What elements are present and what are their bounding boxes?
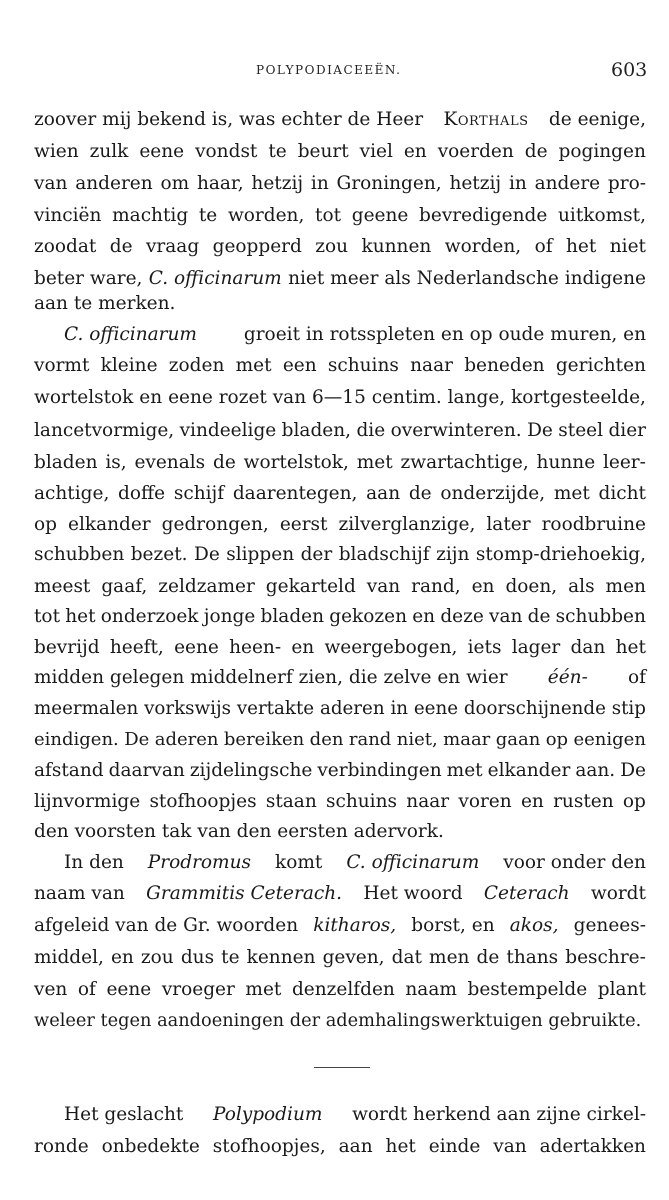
word: lijnvormige — [34, 791, 141, 812]
word: met — [553, 483, 590, 504]
word: naam — [405, 979, 457, 1000]
word: voren — [458, 791, 512, 812]
word: aderen — [154, 729, 219, 750]
text-segment: afgeleid van de Gr. woorden — [34, 915, 299, 936]
text-line — [34, 1133, 646, 1161]
text-segment: de eenige, — [548, 109, 646, 130]
word: beneden — [464, 355, 545, 376]
text-line — [34, 788, 646, 816]
word: De — [620, 760, 646, 781]
word: pogingen — [558, 141, 646, 162]
word: eene — [413, 698, 459, 719]
word: 6—15 — [312, 387, 366, 408]
word: naar — [406, 791, 450, 812]
word: zeldzamer — [158, 576, 255, 597]
word: bladschijf — [338, 544, 430, 565]
word: het — [385, 1136, 416, 1157]
text-line — [34, 664, 646, 692]
species-name: C. officinarum — [148, 268, 282, 289]
word: zulk — [89, 141, 129, 162]
text-line — [34, 449, 646, 477]
text-segment: wordt — [590, 883, 646, 904]
word: iets — [467, 637, 502, 658]
word: naar — [410, 355, 453, 376]
word: voerden — [437, 141, 514, 162]
text-line — [34, 695, 646, 723]
text-line — [34, 170, 646, 198]
word: ronde — [34, 1136, 89, 1157]
word: de — [524, 141, 548, 162]
text-line — [34, 757, 646, 785]
text-line — [34, 912, 646, 940]
page-number: 603 — [611, 59, 648, 81]
text-line — [34, 541, 646, 569]
word: einde — [428, 1136, 481, 1157]
word: den — [309, 729, 344, 750]
word: en — [110, 947, 134, 968]
word: aderen — [319, 698, 385, 719]
word: in — [390, 698, 409, 719]
word: bestempelde — [467, 979, 588, 1000]
word: bevrijd — [34, 637, 100, 658]
text-segment: voor onder den — [503, 852, 646, 873]
word: roodbruine — [541, 514, 646, 535]
word: op — [34, 514, 57, 535]
text-line — [34, 265, 646, 293]
word: later — [486, 514, 531, 535]
word: worden, — [227, 205, 305, 226]
word: de — [408, 483, 432, 504]
word: stofhoopjes — [149, 791, 257, 812]
word: lager — [511, 637, 561, 658]
word: eerst — [279, 514, 328, 535]
word: daarvan — [108, 760, 185, 781]
word: wien — [34, 141, 79, 162]
text-segment: Het woord — [363, 883, 463, 904]
word: onbedekte — [101, 1136, 200, 1157]
word: verbindingen — [317, 760, 442, 781]
word: bladen — [34, 452, 98, 473]
word: doen, — [505, 576, 558, 597]
word: niet, — [396, 729, 438, 750]
word: dan — [570, 637, 606, 658]
word: plant — [597, 979, 646, 1000]
word: de — [476, 947, 500, 968]
word: eene — [174, 637, 219, 658]
word: vertakte — [236, 698, 315, 719]
text-segment: In den — [64, 852, 124, 873]
word: der — [300, 544, 333, 565]
word: vinciën — [34, 205, 102, 226]
greek-word: kitharos, — [313, 915, 397, 936]
word: gaan — [495, 729, 541, 750]
word: schubben — [555, 606, 646, 627]
word: vroeger — [161, 979, 235, 1000]
word: niet — [609, 236, 646, 257]
word: andere — [534, 173, 601, 194]
word: pro- — [607, 173, 646, 194]
text-segment: niet meer als Nederlandsche indigene — [288, 268, 646, 289]
genus-name: Polypodium — [213, 1104, 323, 1125]
word: De — [193, 544, 220, 565]
word: wortelstok, — [243, 452, 349, 473]
word: het — [65, 606, 96, 627]
book-title: Prodromus — [147, 852, 252, 873]
word: evenals — [134, 452, 206, 473]
word: zijdelingsche — [189, 760, 313, 781]
word: onderzijde, — [440, 483, 546, 504]
text-line — [64, 849, 646, 877]
text-line — [34, 138, 646, 166]
species-name: C. officinarum — [346, 852, 480, 873]
word: denzelfden — [291, 979, 395, 1000]
word: te — [268, 141, 287, 162]
word: het — [615, 637, 646, 658]
word: vraag — [145, 236, 200, 257]
text-segment: komt — [275, 852, 323, 873]
word: gerichten — [555, 355, 646, 376]
word: van — [493, 1136, 527, 1157]
word: of — [77, 979, 96, 1000]
word: bezet. — [130, 544, 188, 565]
word: daarentegen, — [232, 483, 358, 504]
word: kennen — [246, 947, 316, 968]
word: en — [139, 387, 163, 408]
section-divider — [314, 1067, 370, 1068]
word: anderen — [75, 173, 153, 194]
word: op — [545, 729, 569, 750]
word: men — [605, 576, 646, 597]
species-name: Grammitis Ceterach. — [146, 883, 343, 904]
word: achtige, — [34, 483, 110, 504]
word: tot — [315, 205, 342, 226]
word: men — [429, 947, 470, 968]
greek-word: akos, — [509, 915, 559, 936]
word: aan. — [575, 760, 616, 781]
text-line — [34, 634, 646, 662]
word: De — [124, 729, 150, 750]
word: en — [520, 791, 544, 812]
word: gaaf, — [101, 576, 148, 597]
word: hetzij — [449, 173, 502, 194]
word: vindeelige — [179, 420, 277, 441]
text-line — [34, 976, 646, 1004]
word: kortgesteelde, — [511, 387, 646, 408]
word: die — [356, 420, 386, 441]
word: heen- — [229, 637, 282, 658]
word: centim. — [371, 387, 442, 408]
word: met — [446, 760, 483, 781]
word: zou — [315, 236, 349, 257]
emphasis-text: één- — [547, 667, 588, 688]
word: aan — [338, 1136, 373, 1157]
word: dicht — [598, 483, 646, 504]
word: stomp-driehoekig, — [475, 544, 646, 565]
word: elkander — [487, 760, 571, 781]
word: zoden — [168, 355, 225, 376]
word: geene — [351, 205, 409, 226]
word: weergebogen, — [324, 637, 458, 658]
word: en — [471, 576, 495, 597]
word: rozet — [218, 387, 267, 408]
word: gekarteld — [265, 576, 356, 597]
word: jonge — [203, 606, 256, 627]
text-line — [34, 511, 646, 539]
word: thans — [506, 947, 559, 968]
word: rand, — [411, 576, 461, 597]
text-line: den voorsten tak van den eersten adervork. — [34, 821, 444, 842]
word: van — [489, 606, 523, 627]
word: de — [109, 236, 133, 257]
word: schijf — [173, 483, 225, 504]
word: is, — [105, 452, 127, 473]
word: bladen, — [281, 420, 352, 441]
text-line — [34, 603, 646, 631]
text-segment: zoover mij bekend is, was echter de Heer — [34, 109, 424, 130]
word: en — [412, 606, 436, 627]
word: stofhoopjes, — [212, 1136, 326, 1157]
word: meest — [34, 576, 91, 597]
word: zilverglanzige, — [338, 514, 476, 535]
word: tot — [34, 606, 61, 627]
word: maar — [443, 729, 491, 750]
word: ven — [34, 979, 68, 1000]
word: dat — [391, 947, 422, 968]
word: adertakken — [539, 1136, 646, 1157]
word: beurt — [297, 141, 349, 162]
word: dus — [180, 947, 215, 968]
word: met — [245, 979, 282, 1000]
word: lange, — [447, 387, 506, 408]
word: als — [568, 576, 595, 597]
word: het — [566, 236, 597, 257]
word: lancetvormige, — [34, 420, 175, 441]
word: Groningen, — [336, 173, 442, 194]
word: vondst — [195, 141, 258, 162]
word: worden, — [444, 236, 522, 257]
word: doffe — [118, 483, 166, 504]
word: afstand — [34, 760, 104, 781]
word: vorkswijs — [144, 698, 231, 719]
text-line — [34, 384, 646, 412]
word: eenigen — [573, 729, 646, 750]
word: van — [366, 576, 401, 597]
text-line: weleer tegen aandoeningen der ademhalingswerktuigen gebruikte. — [34, 1011, 642, 1031]
word: machtig — [112, 205, 189, 226]
word: wortelstok — [34, 387, 134, 408]
text-segment: groeit in rotsspleten en op oude muren, en — [243, 324, 646, 345]
word: eene — [139, 141, 185, 162]
word: te — [221, 947, 240, 968]
text-line — [34, 480, 646, 508]
word: en — [403, 141, 427, 162]
text-segment: Het geslacht — [64, 1104, 184, 1125]
text-segment: borst, en — [411, 915, 495, 936]
text-line — [64, 321, 646, 349]
word: stip — [611, 698, 646, 719]
species-name: C. officinarum — [64, 324, 197, 345]
word: hunne — [536, 452, 596, 473]
word: staan — [265, 791, 317, 812]
text-line — [34, 202, 646, 230]
word: de — [527, 606, 551, 627]
word: gekozen — [329, 606, 407, 627]
word: zijn — [436, 544, 470, 565]
word: eindigen. — [34, 729, 119, 750]
word: De — [527, 420, 553, 441]
text-segment: wordt herkend aan zijne cirkel- — [352, 1104, 646, 1125]
word: bladen — [260, 606, 325, 627]
word: kleine — [100, 355, 158, 376]
word: slippen — [226, 544, 295, 565]
word: te — [198, 205, 218, 226]
text-line — [64, 1101, 646, 1129]
text-segment: genees- — [573, 915, 646, 936]
word: elkander — [68, 514, 151, 535]
text-line — [34, 417, 646, 445]
word: kunnen — [361, 236, 432, 257]
word: uitkomst, — [558, 205, 646, 226]
word: doorschijnende — [463, 698, 606, 719]
word: overwinteren. — [390, 420, 522, 441]
word: of — [534, 236, 553, 257]
word: schuins — [327, 355, 399, 376]
word: rand — [348, 729, 392, 750]
author-name: Korthals — [443, 109, 529, 130]
word: met — [356, 452, 393, 473]
word: schuins — [326, 791, 398, 812]
text-segment: beter ware, — [34, 268, 143, 289]
word: meermalen — [34, 698, 139, 719]
word: de — [212, 452, 236, 473]
word: middel, — [34, 947, 104, 968]
word: zoodat — [34, 236, 97, 257]
text-line — [34, 233, 646, 261]
word: op — [622, 791, 646, 812]
word: en — [291, 637, 315, 658]
text-line — [34, 880, 646, 908]
word: met — [235, 355, 272, 376]
text-line — [34, 944, 646, 972]
text-segment: midden gelegen middelnerf zien, die zelve en wier — [34, 667, 508, 688]
word: heeft, — [109, 637, 164, 658]
word: aan — [366, 483, 401, 504]
word: haar, — [196, 173, 244, 194]
text-line: aan te merken. — [34, 293, 176, 314]
word: zou — [140, 947, 174, 968]
word: onderzoek — [100, 606, 199, 627]
word: vormt — [34, 355, 90, 376]
word: viel — [359, 141, 393, 162]
running-header: POLYPODIACEEËN. — [256, 63, 402, 77]
word: een — [282, 355, 317, 376]
word: eene — [106, 979, 152, 1000]
text-line — [34, 573, 646, 601]
word: steel — [558, 420, 604, 441]
text-segment: naam van — [34, 883, 125, 904]
word: beschre- — [565, 947, 646, 968]
word: geven, — [322, 947, 385, 968]
word: bevredigende — [419, 205, 548, 226]
word: zwartachtige, — [400, 452, 529, 473]
word: leer- — [602, 452, 646, 473]
word: van — [34, 173, 68, 194]
word: dier — [608, 420, 646, 441]
word: om — [160, 173, 190, 194]
word: schubben — [34, 544, 125, 565]
word: bereiken — [223, 729, 305, 750]
genus-name: Ceterach — [483, 883, 570, 904]
word: deze — [440, 606, 484, 627]
text-line — [34, 352, 646, 380]
text-line — [34, 106, 646, 134]
word: in — [310, 173, 329, 194]
word: gedrongen, — [161, 514, 269, 535]
word: in — [508, 173, 527, 194]
text-line — [34, 726, 646, 754]
word: hetzij — [251, 173, 304, 194]
word: geopperd — [212, 236, 302, 257]
word: eene — [168, 387, 213, 408]
text-segment: of — [627, 667, 646, 688]
word: van — [272, 387, 307, 408]
word: rusten — [553, 791, 614, 812]
